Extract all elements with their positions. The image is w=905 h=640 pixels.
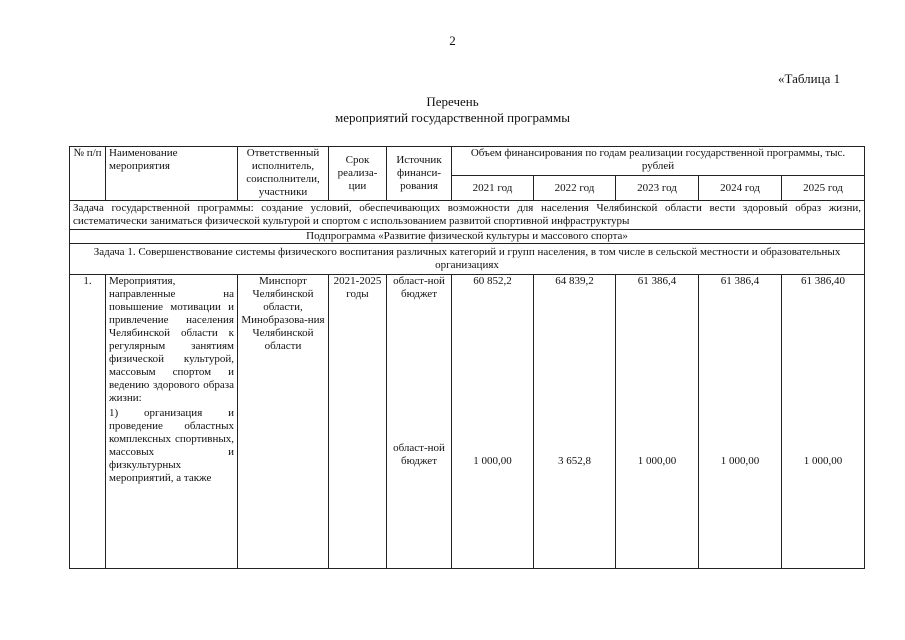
header-name: Наименование мероприятия	[106, 147, 238, 201]
document-title	[0, 94, 905, 126]
header-year-2023: 2023 год	[616, 176, 699, 201]
row1-sub-source: област-ной бюджет	[393, 442, 445, 467]
row1-value-2023: 61 386,4	[637, 275, 677, 287]
program-activities-table	[69, 146, 865, 569]
row1-value-2025: 61 386,40	[801, 275, 846, 287]
header-source: Источник финанси-рования	[387, 147, 452, 201]
row1-value-2021: 60 852,2	[473, 275, 512, 287]
row1-source-cell	[387, 275, 452, 569]
row1-value-2022: 64 839,2	[555, 275, 594, 287]
row1-executor: Минспорт Челябинской области, Минобразова-ния Челябинской области	[238, 275, 329, 569]
row1-2022-cell	[534, 275, 616, 569]
row1-num: 1.	[70, 275, 106, 569]
row1-subactivity: 1) организация и проведение областных комплексных спортивных, массовых и физкультурных мероприятий, а также	[109, 407, 234, 484]
header-term: Срок реализа-ции	[329, 147, 387, 201]
row1-sub-value-2022: 3 652,8	[558, 455, 591, 467]
row1-term: 2021-2025 годы	[329, 275, 387, 569]
row1-activity: Мероприятия, направленные на повышение мотивации и привлечение населения Челябинской области к регулярным занятиям физической культурой, массовым спортом и ведению здорового образа жизни:	[109, 275, 234, 404]
row1-value-2024: 61 386,4	[720, 275, 760, 287]
row1-sub-value-2021: 1 000,00	[473, 455, 512, 467]
header-year-2024: 2024 год	[699, 176, 782, 201]
title-line-1: Перечень	[426, 94, 479, 109]
header-year-2025: 2025 год	[782, 176, 865, 201]
page-number: 2	[449, 33, 456, 48]
table-reference: «Таблица 1	[778, 71, 841, 86]
row1-2021-cell	[452, 275, 534, 569]
subprogram-row: Подпрограмма «Развитие физической культуры и массового спорта»	[70, 230, 865, 244]
row1-2023-cell	[616, 275, 699, 569]
header-num: № п/п	[70, 147, 106, 201]
header-year-2021: 2021 год	[452, 176, 534, 201]
header-funding: Объем финансирования по годам реализации государственной программы, тыс. рублей	[452, 147, 865, 176]
row1-source: област-ной бюджет	[393, 275, 445, 300]
header-executor: Ответственный исполнитель, соисполнители, участники	[238, 147, 329, 201]
program-task-row: Задача государственной программы: создание условий, обеспечивающих возможности для населения Челябинской области вести здоровый образ жизни, систематически заниматься физической культурой и спортом с использованием развитой спортивной инфраструктуры	[70, 201, 865, 230]
title-line-2: мероприятий государственной программы	[335, 110, 570, 125]
row1-sub-value-2024: 1 000,00	[720, 455, 760, 467]
row1-name-cell	[106, 275, 238, 569]
row1-sub-value-2025: 1 000,00	[803, 455, 843, 467]
row1-sub-value-2023: 1 000,00	[637, 455, 677, 467]
row1-2024-cell	[699, 275, 782, 569]
header-year-2022: 2022 год	[534, 176, 616, 201]
task1-row: Задача 1. Совершенствование системы физического воспитания различных категорий и групп населения, в том числе в сельской местности и образовательных организациях	[70, 244, 865, 275]
row1-2025-cell	[782, 275, 865, 569]
